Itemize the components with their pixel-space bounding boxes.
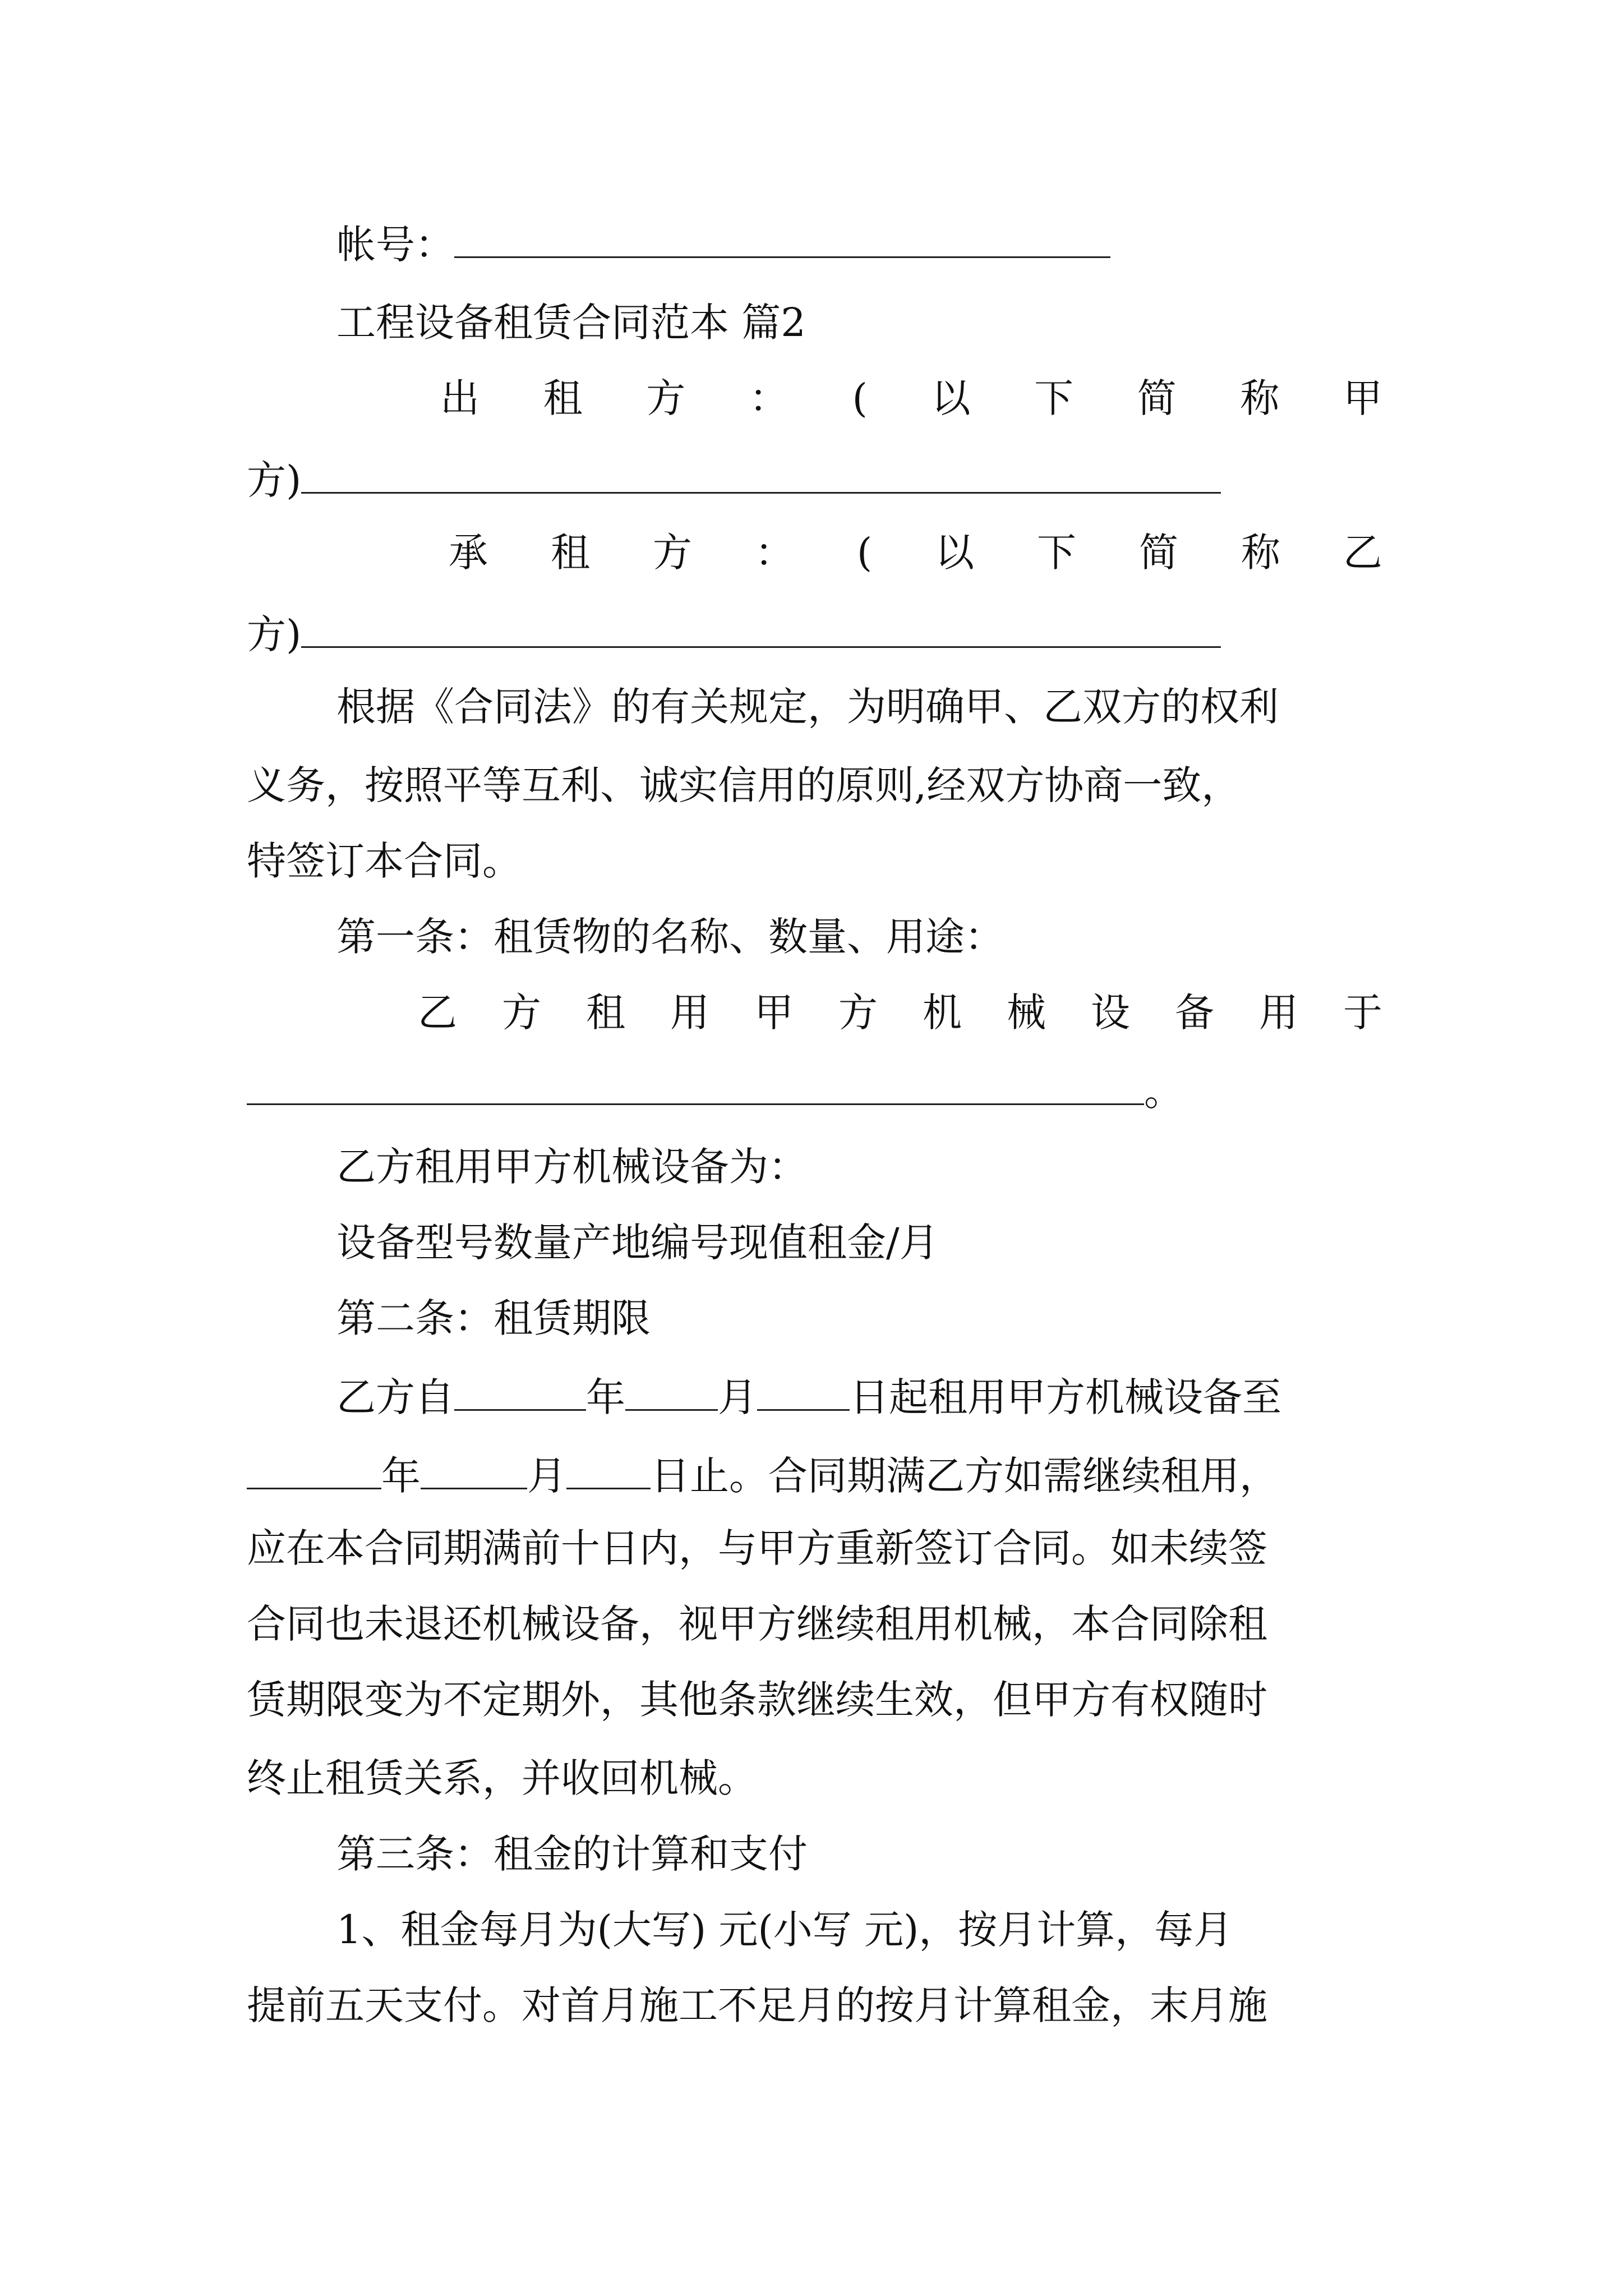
lessor-label-char: ： — [749, 375, 789, 421]
article1-use-char: 备 — [1175, 990, 1214, 1036]
article1-use — [418, 990, 1382, 1036]
article2-text-e: 年 — [381, 1453, 421, 1499]
lessor-line — [247, 457, 1221, 503]
end-year-blank — [247, 1453, 381, 1489]
lessor-label-char: 甲 — [1343, 375, 1382, 421]
section-title: 工程设备租赁合同范本 篇2 — [336, 300, 806, 346]
article2-text-c: 月 — [718, 1374, 757, 1420]
lessee-line — [247, 611, 1221, 657]
end-day-blank — [566, 1453, 651, 1489]
article2-title: 第二条：租赁期限 — [336, 1295, 651, 1341]
preamble-line-1: 根据《合同法》的有关规定，为明确甲、乙双方的权利 — [336, 684, 1279, 730]
preamble-line-2: 义务，按照平等互利、诚实信用的原则,经双方协商一致， — [247, 762, 1241, 808]
article1-use-char: 方 — [502, 990, 541, 1036]
lessee-label-char: 乙 — [1343, 530, 1382, 576]
lessee-blank — [301, 611, 1221, 648]
account-blank — [454, 222, 1110, 258]
lessee-tail: 方) — [247, 611, 302, 657]
lessor-label-char: 出 — [440, 375, 479, 421]
start-year-blank — [454, 1374, 586, 1411]
article1-use-char: 用 — [670, 990, 709, 1036]
article1-use-end: 。 — [1144, 1069, 1183, 1115]
lessor-label-char: 下 — [1034, 375, 1074, 421]
start-day-blank — [757, 1374, 850, 1411]
article1-list-intro: 乙方租用甲方机械设备为： — [336, 1144, 808, 1190]
start-month-blank — [625, 1374, 718, 1411]
article1-use-line — [247, 1069, 1183, 1115]
article1-use-char: 乙 — [418, 990, 457, 1036]
article3-title: 第三条：租金的计算和支付 — [336, 1831, 808, 1877]
article1-use-char: 机 — [923, 990, 962, 1036]
lessor-blank — [301, 457, 1221, 494]
article1-use-char: 租 — [586, 990, 625, 1036]
lessor-label-char: 租 — [543, 375, 583, 421]
end-month-blank — [421, 1453, 527, 1489]
article3-line-1: 1、租金每月为(大写) 元(小写 元)，按月计算，每月 — [336, 1907, 1233, 1953]
article1-use-blank — [247, 1069, 1144, 1105]
account-label: 帐号： — [336, 222, 454, 268]
article1-use-char: 甲 — [754, 990, 794, 1036]
lessor-label-char: 称 — [1240, 375, 1280, 421]
lessor-label-char: 以 — [931, 375, 971, 421]
article2-line-1 — [336, 1374, 1281, 1420]
article2-line-6: 终止租赁关系，并收回机械。 — [247, 1755, 757, 1801]
lessee-label-char: 承 — [449, 530, 488, 576]
article1-use-char: 械 — [1007, 990, 1046, 1036]
lessee-label-char: 简 — [1138, 530, 1178, 576]
article2-line-2 — [247, 1453, 1279, 1499]
lessor-label — [440, 375, 1382, 421]
lessor-label-char: 方 — [646, 375, 686, 421]
lessee-label-char: 方 — [652, 530, 692, 576]
article1-title: 第一条：租赁物的名称、数量、用途： — [336, 914, 1004, 960]
lessee-label-char: 以 — [935, 530, 975, 576]
article1-use-char: 设 — [1091, 990, 1130, 1036]
lessee-label-char: 称 — [1241, 530, 1280, 576]
lessee-label-char: ( — [856, 530, 873, 576]
preamble-line-3: 特签订本合同。 — [247, 838, 522, 884]
article3-line-2: 提前五天支付。对首月施工不足月的按月计算租金，末月施 — [247, 1982, 1267, 2028]
article1-use-char: 于 — [1343, 990, 1382, 1036]
article2-line-3: 应在本合同期满前十日内，与甲方重新签订合同。如未续签 — [247, 1525, 1267, 1571]
lessee-label-char: ： — [754, 530, 794, 576]
article2-line-5: 赁期限变为不定期外，其他条款继续生效，但甲方有权随时 — [247, 1677, 1267, 1723]
lessee-label — [449, 530, 1382, 576]
article2-text-f: 月 — [527, 1453, 566, 1499]
article2-text-a: 乙方自 — [336, 1374, 454, 1420]
lessee-label-char: 租 — [550, 530, 590, 576]
article2-text-g: 日止。合同期满乙方如需继续租用， — [651, 1453, 1279, 1499]
lessee-label-char: 下 — [1037, 530, 1077, 576]
article1-table-header: 设备型号数量产地编号现值租金/月 — [336, 1220, 939, 1266]
account-line — [336, 222, 1110, 268]
lessor-label-char: ( — [852, 375, 868, 421]
article2-text-b: 年 — [586, 1374, 625, 1420]
lessor-label-char: 简 — [1137, 375, 1177, 421]
lessor-tail: 方) — [247, 457, 302, 503]
article2-text-d: 日起租用甲方机械设备至 — [850, 1374, 1281, 1420]
article1-use-char: 用 — [1259, 990, 1298, 1036]
article1-use-char: 方 — [838, 990, 878, 1036]
article2-line-4: 合同也未退还机械设备，视甲方继续租用机械，本合同除租 — [247, 1601, 1267, 1647]
